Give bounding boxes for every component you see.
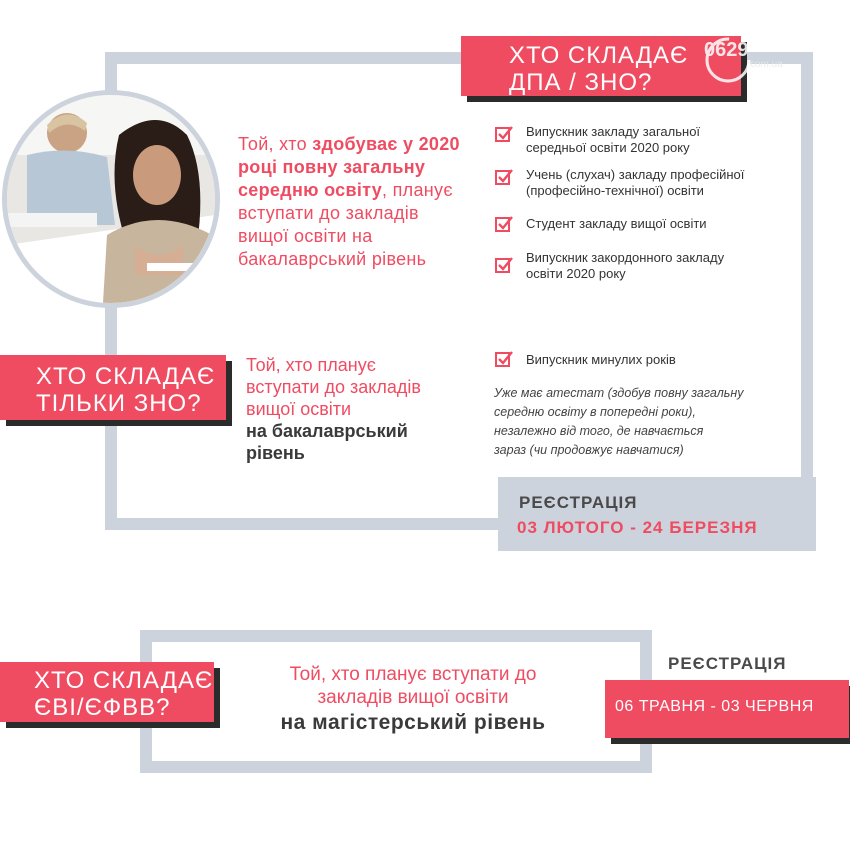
section3-title-line1: ХТО СКЛАДАЄ	[34, 667, 214, 694]
section3-description: Той, хто планує вступати до закладів вищої освіти на магістерський рівень	[280, 664, 546, 734]
section1-description-bold: здобуває у 2020 році повну загальну середню освіту	[238, 134, 460, 200]
section2-note: Уже має атестат (здобув повну загальну середню освіту в попередні роки), незалежно від того, де навчається зараз (чи продовжує навчатися)	[494, 386, 744, 457]
checkbox-checked-icon	[495, 168, 513, 186]
section2-title-line2: ТІЛЬКИ ЗНО?	[36, 390, 202, 417]
section3-registration-dates-box	[605, 680, 849, 738]
section3-title-line2: ЄВІ/ЄФВВ?	[34, 694, 171, 721]
checkbox-checked-icon	[495, 256, 513, 274]
section2-description: Той, хто планує вступати до закладів вищої освіти на бакалаврський рівень	[246, 355, 421, 463]
registration-dates: 03 ЛЮТОГО - 24 БЕРЕЗНЯ	[517, 518, 758, 537]
section2-title-line1: ХТО СКЛАДАЄ	[36, 363, 216, 390]
checkbox-checked-icon	[495, 215, 513, 233]
checkbox-checked-icon	[495, 125, 513, 143]
site-watermark: 0629 com.ua	[698, 35, 818, 85]
students-photo	[2, 90, 220, 308]
section3-registration-label: РЕЄСТРАЦІЯ	[668, 654, 787, 673]
section2-registration-box	[498, 477, 816, 551]
registration-label: РЕЄСТРАЦІЯ	[519, 493, 638, 512]
section1-description: Той, хто здобуває у 2020 році повну загальну середню освіту, планує вступати до закладів вищої освіти на бакалаврський рівень	[238, 134, 460, 269]
registration-dates: 06 ТРАВНЯ - 03 ЧЕРВНЯ	[615, 698, 814, 715]
section2-title-box	[0, 355, 226, 420]
section1-title-line1: ХТО СКЛАДАЄ	[509, 42, 689, 69]
section1-title-line2: ДПА / ЗНО?	[509, 69, 653, 96]
section3-title-box	[0, 662, 214, 722]
checkbox-checked-icon	[495, 350, 513, 368]
